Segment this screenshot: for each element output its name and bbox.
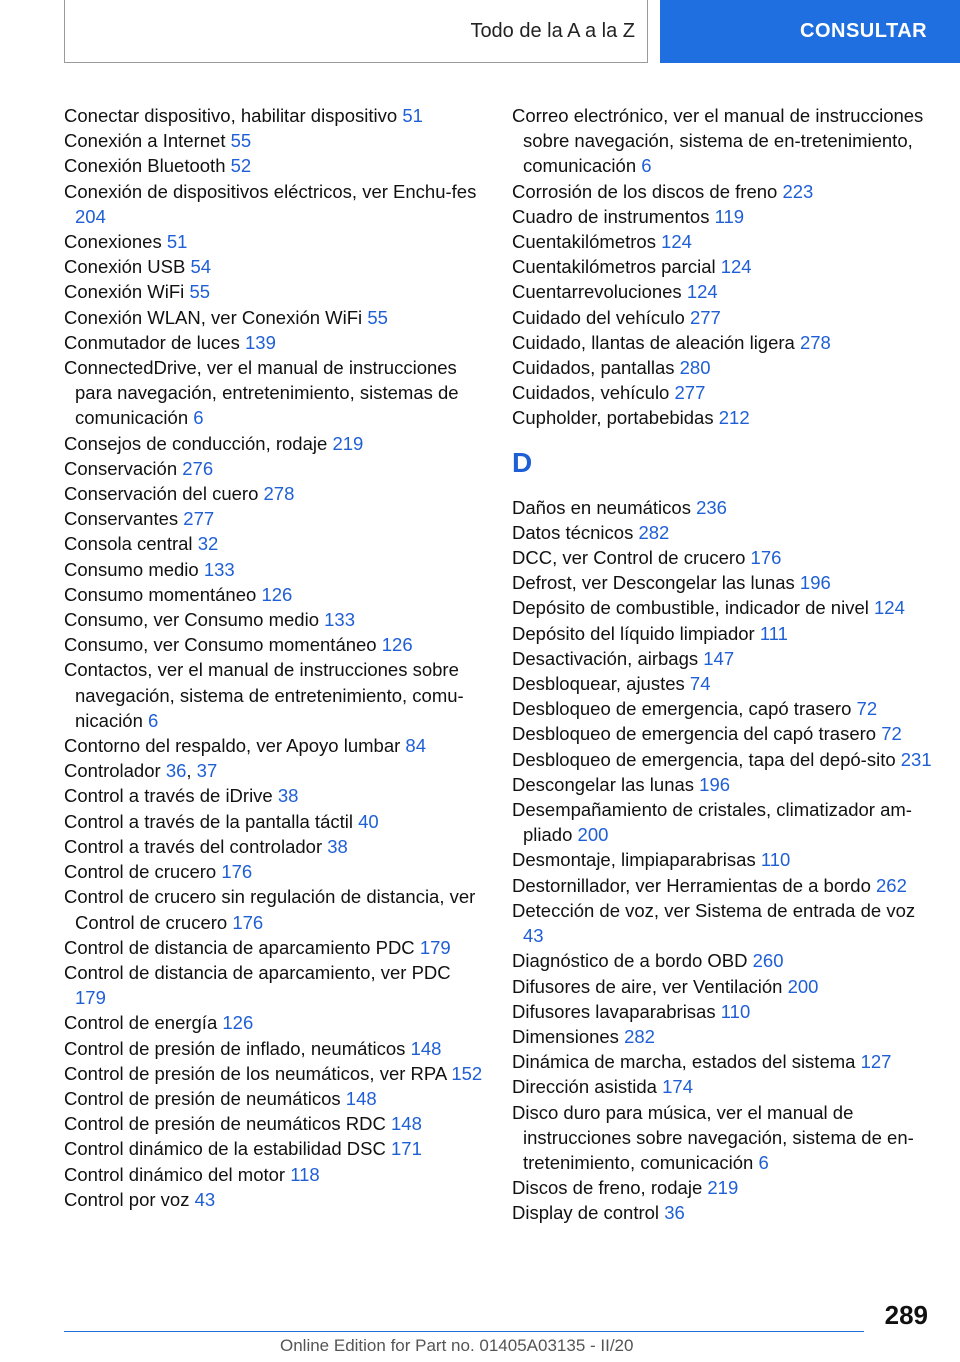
index-entry xyxy=(512,1175,932,1200)
page-link[interactable]: 204 xyxy=(75,205,106,227)
page-link[interactable]: 124 xyxy=(720,256,752,278)
page-link[interactable]: 278 xyxy=(799,331,831,353)
index-entry xyxy=(64,254,484,279)
page-link[interactable]: 110 xyxy=(760,849,791,871)
index-entry xyxy=(64,456,484,481)
entry-term: Desbloqueo de emergencia, tapa del depó-sito xyxy=(512,748,896,770)
index-group-c xyxy=(512,103,932,431)
entry-term: Desempañamiento de cristales, climatizador am-pliado xyxy=(512,799,912,846)
index-entry xyxy=(64,733,484,758)
index-entry xyxy=(512,671,932,696)
page-link[interactable]: 55 xyxy=(367,306,388,328)
index-entry xyxy=(512,380,932,405)
index-entry xyxy=(512,1024,932,1049)
index-entry xyxy=(512,204,932,229)
entry-term: Control de crucero xyxy=(64,861,217,883)
entry-term: Consumo, ver Consumo momentáneo xyxy=(64,634,377,656)
page-link[interactable]: 6 xyxy=(148,709,159,731)
entry-term: Depósito del líquido limpiador xyxy=(512,622,755,644)
index-entry xyxy=(64,179,484,229)
page-link[interactable]: 277 xyxy=(183,508,215,530)
page-link[interactable]: 282 xyxy=(638,521,670,543)
page-link[interactable]: 124 xyxy=(874,597,905,619)
page-link[interactable]: 110 xyxy=(720,1000,751,1022)
entry-term: Control a través del controlador xyxy=(64,835,323,857)
index-entry xyxy=(512,495,932,520)
entry-term: Display de control xyxy=(512,1202,660,1224)
entry-term: Contactos, ver el manual de instrucciones sobre navegación, sistema de entretenimiento, comu-nicación xyxy=(64,659,464,731)
index-entry xyxy=(64,431,484,456)
entry-term: Conservantes xyxy=(64,508,179,530)
page-link[interactable]: 212 xyxy=(718,407,750,429)
page-link[interactable]: 6 xyxy=(758,1151,769,1173)
entry-term: Control por voz xyxy=(64,1188,190,1210)
page-link[interactable]: 148 xyxy=(345,1087,377,1109)
page-link[interactable]: 119 xyxy=(714,205,745,227)
header-left-title: Todo de la A a la Z xyxy=(470,19,635,42)
index-entry xyxy=(512,405,932,430)
entry-term: Conexión WiFi xyxy=(64,281,185,303)
entry-term: Conservación xyxy=(64,457,178,479)
entry-term: Datos técnicos xyxy=(512,521,634,543)
index-entry xyxy=(64,330,484,355)
index-entry xyxy=(512,797,932,847)
page-link[interactable]: 72 xyxy=(856,698,878,720)
page-link[interactable]: 277 xyxy=(674,382,706,404)
page-link[interactable]: 280 xyxy=(679,357,711,379)
page-link[interactable]: 38 xyxy=(327,835,348,857)
entry-term: Conmutador de luces xyxy=(64,331,240,353)
entry-term: Cuidados, vehículo xyxy=(512,382,670,404)
entry-term: Desactivación, airbags xyxy=(512,647,699,669)
section-letter: D xyxy=(512,446,533,478)
entry-term: Control de presión de inflado, neumáticos xyxy=(64,1037,406,1059)
entry-term: Conexión WLAN, ver Conexión WiFi xyxy=(64,306,363,328)
page-link[interactable]: 36 xyxy=(165,760,187,782)
page-link[interactable]: 55 xyxy=(230,130,252,152)
page-link[interactable]: 278 xyxy=(263,483,295,505)
page-link[interactable]: 200 xyxy=(787,975,819,997)
index-entry xyxy=(64,1136,484,1161)
page-link[interactable]: 148 xyxy=(410,1037,442,1059)
entry-term: Control de presión de los neumáticos, ver RPA xyxy=(64,1062,447,1084)
page-link[interactable]: 276 xyxy=(182,457,214,479)
entry-term: Control de presión de neumáticos RDC xyxy=(64,1113,386,1135)
index-entry xyxy=(64,153,484,178)
index-entry xyxy=(64,481,484,506)
index-entry xyxy=(64,355,484,431)
index-entry xyxy=(512,948,932,973)
index-entry xyxy=(64,1162,484,1187)
page-link[interactable]: 6 xyxy=(641,155,652,177)
index-entry xyxy=(512,1100,932,1176)
page-link[interactable]: 43 xyxy=(194,1188,216,1210)
entry-term: Contorno del respaldo, ver Apoyo lumbar xyxy=(64,735,401,757)
page-link[interactable]: 262 xyxy=(876,874,907,896)
entry-term: Dinámica de marcha, estados del sistema xyxy=(512,1051,856,1073)
entry-term: Diagnóstico de a bordo OBD xyxy=(512,950,748,972)
entry-term: Control a través de la pantalla táctil xyxy=(64,810,353,832)
page-link[interactable]: 179 xyxy=(75,987,106,1009)
entry-term: Corrosión de los discos de freno xyxy=(512,180,778,202)
page-link[interactable]: 174 xyxy=(662,1076,693,1098)
page-link[interactable]: 277 xyxy=(689,306,721,328)
page-link[interactable]: 152 xyxy=(451,1062,483,1084)
page-link[interactable]: 43 xyxy=(523,925,544,947)
page-link[interactable]: 84 xyxy=(405,735,426,757)
page-link[interactable]: 219 xyxy=(707,1177,739,1199)
index-entry xyxy=(64,1036,484,1061)
entry-term: Cuentakilómetros xyxy=(512,231,656,253)
index-entry xyxy=(512,696,932,721)
index-entry xyxy=(64,783,484,808)
entry-term: Conexiones xyxy=(64,231,162,253)
index-entry xyxy=(512,974,932,999)
entry-term: Dimensiones xyxy=(512,1025,619,1047)
index-entry xyxy=(64,809,484,834)
entry-term: Destornillador, ver Herramientas de a bordo xyxy=(512,874,871,896)
page-link[interactable]: 148 xyxy=(391,1113,422,1135)
page-link[interactable]: 179 xyxy=(419,936,451,958)
entry-term: Descongelar las lunas xyxy=(512,773,695,795)
index-entry xyxy=(512,847,932,872)
index-entry xyxy=(512,621,932,646)
index-entry xyxy=(512,179,932,204)
entry-term: Cuidado, llantas de aleación ligera xyxy=(512,331,795,353)
entry-term: Cuadro de instrumentos xyxy=(512,205,710,227)
entry-term: Control de distancia de aparcamiento, ver PDC xyxy=(64,961,451,983)
header-right-title: CONSULTAR xyxy=(800,20,928,42)
index-entry xyxy=(512,103,932,179)
index-entry xyxy=(512,254,932,279)
entry-term: Conexión Bluetooth xyxy=(64,155,226,177)
entry-term: Control dinámico del motor xyxy=(64,1163,286,1185)
entry-term: Dirección asistida xyxy=(512,1076,657,1098)
page-link[interactable]: 40 xyxy=(358,810,379,832)
index-entry xyxy=(64,1061,484,1086)
entry-term: Desbloqueo de emergencia, capó trasero xyxy=(512,698,852,720)
page-link[interactable]: 126 xyxy=(222,1012,254,1034)
entry-term: Difusores de aire, ver Ventilación xyxy=(512,975,783,997)
entry-term: Cupholder, portabebidas xyxy=(512,407,714,429)
footer-divider xyxy=(64,1331,864,1332)
entry-term: Depósito de combustible, indicador de nivel xyxy=(512,597,869,619)
index-entry xyxy=(512,520,932,545)
index-entry: Controlador 36, 37 xyxy=(64,760,218,782)
page-link[interactable]: 139 xyxy=(245,331,276,353)
index-entry xyxy=(64,1010,484,1035)
entry-term: Detección de voz, ver Sistema de entrada de voz xyxy=(512,899,916,921)
entry-term: Conexión a Internet xyxy=(64,130,226,152)
page-link[interactable]: 126 xyxy=(381,634,413,656)
page-link[interactable]: 171 xyxy=(391,1138,422,1160)
entry-term: Control a través de iDrive xyxy=(64,785,273,807)
index-entry xyxy=(512,305,932,330)
index-entry xyxy=(512,595,932,620)
entry-term: Control de energía xyxy=(64,1012,218,1034)
page-link[interactable]: 133 xyxy=(203,558,235,580)
page-link[interactable]: 6 xyxy=(193,407,204,429)
index-entry xyxy=(512,646,932,671)
index-entry xyxy=(512,1049,932,1074)
index-entry xyxy=(512,1074,932,1099)
index-entry xyxy=(512,999,932,1024)
index-entry xyxy=(64,582,484,607)
page-link[interactable]: 51 xyxy=(166,231,188,253)
entry-term: Consumo momentáneo xyxy=(64,583,257,605)
index-entry xyxy=(512,570,932,595)
page-link[interactable]: 36 xyxy=(664,1202,685,1224)
page-link[interactable]: 282 xyxy=(624,1025,655,1047)
entry-term: Daños en neumáticos xyxy=(512,496,691,518)
page-link[interactable]: 219 xyxy=(332,432,364,454)
index-entry xyxy=(64,305,484,330)
page-link[interactable]: 236 xyxy=(696,496,727,518)
page-link[interactable]: 51 xyxy=(402,105,423,126)
index-entry xyxy=(512,898,932,948)
index-entry xyxy=(512,747,932,772)
index-entry xyxy=(64,1086,484,1111)
index-entry xyxy=(64,506,484,531)
entry-term: Difusores lavaparabrisas xyxy=(512,1000,716,1022)
entry-term: Discos de freno, rodaje xyxy=(512,1177,703,1199)
index-entry xyxy=(64,1187,484,1212)
page-link[interactable]: 126 xyxy=(261,583,293,605)
index-entry xyxy=(64,657,484,733)
entry-term: Conectar dispositivo, habilitar dispositivo xyxy=(64,105,398,126)
page-link[interactable]: 124 xyxy=(686,281,718,303)
index-entry xyxy=(512,229,932,254)
page-link[interactable]: 52 xyxy=(230,155,252,177)
entry-term: Cuentakilómetros parcial xyxy=(512,256,716,278)
index-entry xyxy=(64,279,484,304)
page-link[interactable]: 176 xyxy=(750,547,782,569)
page-link[interactable]: 196 xyxy=(699,773,731,795)
index-column-right xyxy=(512,103,932,1226)
index-entry xyxy=(512,873,932,898)
entry-term: Cuentarrevoluciones xyxy=(512,281,682,303)
header-section-title xyxy=(64,0,648,63)
entry-term: Cuidado del vehículo xyxy=(512,306,685,328)
page-link[interactable]: 55 xyxy=(189,281,211,303)
index-entry xyxy=(64,1111,484,1136)
page-link[interactable]: 118 xyxy=(290,1163,320,1185)
index-entry xyxy=(64,935,484,960)
page-link[interactable]: 54 xyxy=(190,256,212,278)
entry-term: Control de distancia de aparcamiento PDC xyxy=(64,936,415,958)
index-entry xyxy=(512,330,932,355)
page-link[interactable]: 124 xyxy=(661,231,692,253)
entry-term: Cuidados, pantallas xyxy=(512,357,675,379)
index-entry xyxy=(64,859,484,884)
footer-text: Online Edition for Part no. 01405A03135 - II/20 xyxy=(280,1336,634,1355)
index-entry xyxy=(64,884,484,934)
page-link[interactable]: 196 xyxy=(799,572,831,594)
entry-term: Control de crucero sin regulación de distancia, ver Control de crucero xyxy=(64,886,476,933)
entry-term: Consumo medio xyxy=(64,558,199,580)
page-link[interactable]: 200 xyxy=(577,824,609,846)
entry-term: Control de presión de neumáticos xyxy=(64,1087,341,1109)
page-link[interactable]: 133 xyxy=(324,609,356,631)
entry-term: Control dinámico de la estabilidad DSC xyxy=(64,1138,386,1160)
index-entry xyxy=(64,229,484,254)
page-link[interactable]: 260 xyxy=(752,950,784,972)
entry-term: Conexión de dispositivos eléctricos, ver Enchu-fes xyxy=(64,180,477,202)
entry-term: Disco duro para música, ver el manual de instrucciones sobre navegación, sistema de en-tretenimiento, comunicación xyxy=(512,1101,914,1173)
entry-term: Consejos de conducción, rodaje xyxy=(64,432,328,454)
entry-term: ConnectedDrive, ver el manual de instrucciones para navegación, entretenimiento, sistemas de comunicación xyxy=(64,357,459,429)
entry-term: Controlador xyxy=(64,760,161,782)
entry-term: Desbloqueo de emergencia del capó trasero xyxy=(512,723,877,745)
index-entry xyxy=(64,834,484,859)
entry-term: Consola central xyxy=(64,533,193,555)
index-entry xyxy=(512,721,932,746)
index-entry xyxy=(64,128,484,153)
page-link[interactable]: 111 xyxy=(759,622,788,644)
index-entry xyxy=(512,279,932,304)
page-link[interactable]: 38 xyxy=(277,785,299,807)
page-link[interactable]: 127 xyxy=(860,1051,892,1073)
page-number: 289 xyxy=(884,1300,928,1330)
entry-term: Correo electrónico, ver el manual de instrucciones sobre navegación, sistema de en-tretenimiento, comunicación xyxy=(512,105,924,177)
page-link[interactable]: 176 xyxy=(221,861,253,883)
page-link[interactable]: 32 xyxy=(197,533,219,555)
index-entry xyxy=(64,557,484,582)
index-entry xyxy=(64,632,484,657)
index-entry xyxy=(512,1200,932,1225)
entry-term: Defrost, ver Descongelar las lunas xyxy=(512,572,795,594)
page-link[interactable]: 223 xyxy=(782,180,814,202)
entry-term: Conservación del cuero xyxy=(64,483,259,505)
page-link[interactable]: 72 xyxy=(881,723,902,745)
entry-term: DCC, ver Control de crucero xyxy=(512,547,746,569)
entry-term: Desmontaje, limpiaparabrisas xyxy=(512,849,756,871)
page-link[interactable]: 231 xyxy=(900,748,932,770)
page-link[interactable]: 147 xyxy=(703,647,735,669)
index-entry xyxy=(64,960,484,1010)
index-group-d xyxy=(512,495,932,1226)
entry-term: Consumo, ver Consumo medio xyxy=(64,609,319,631)
entry-term: Conexión USB xyxy=(64,256,186,278)
page-link[interactable]: 37 xyxy=(196,760,218,782)
index-entry xyxy=(64,531,484,556)
page-link[interactable]: 74 xyxy=(689,673,711,695)
index-column-left xyxy=(64,103,484,1212)
entry-term: Desbloquear, ajustes xyxy=(512,673,685,695)
index-entry xyxy=(64,607,484,632)
page-link[interactable]: 176 xyxy=(232,911,264,933)
index-entry xyxy=(512,545,932,570)
index-entry xyxy=(64,103,484,128)
header-tab-consultar[interactable] xyxy=(660,0,960,63)
index-entry xyxy=(512,355,932,380)
index-entry xyxy=(512,772,932,797)
